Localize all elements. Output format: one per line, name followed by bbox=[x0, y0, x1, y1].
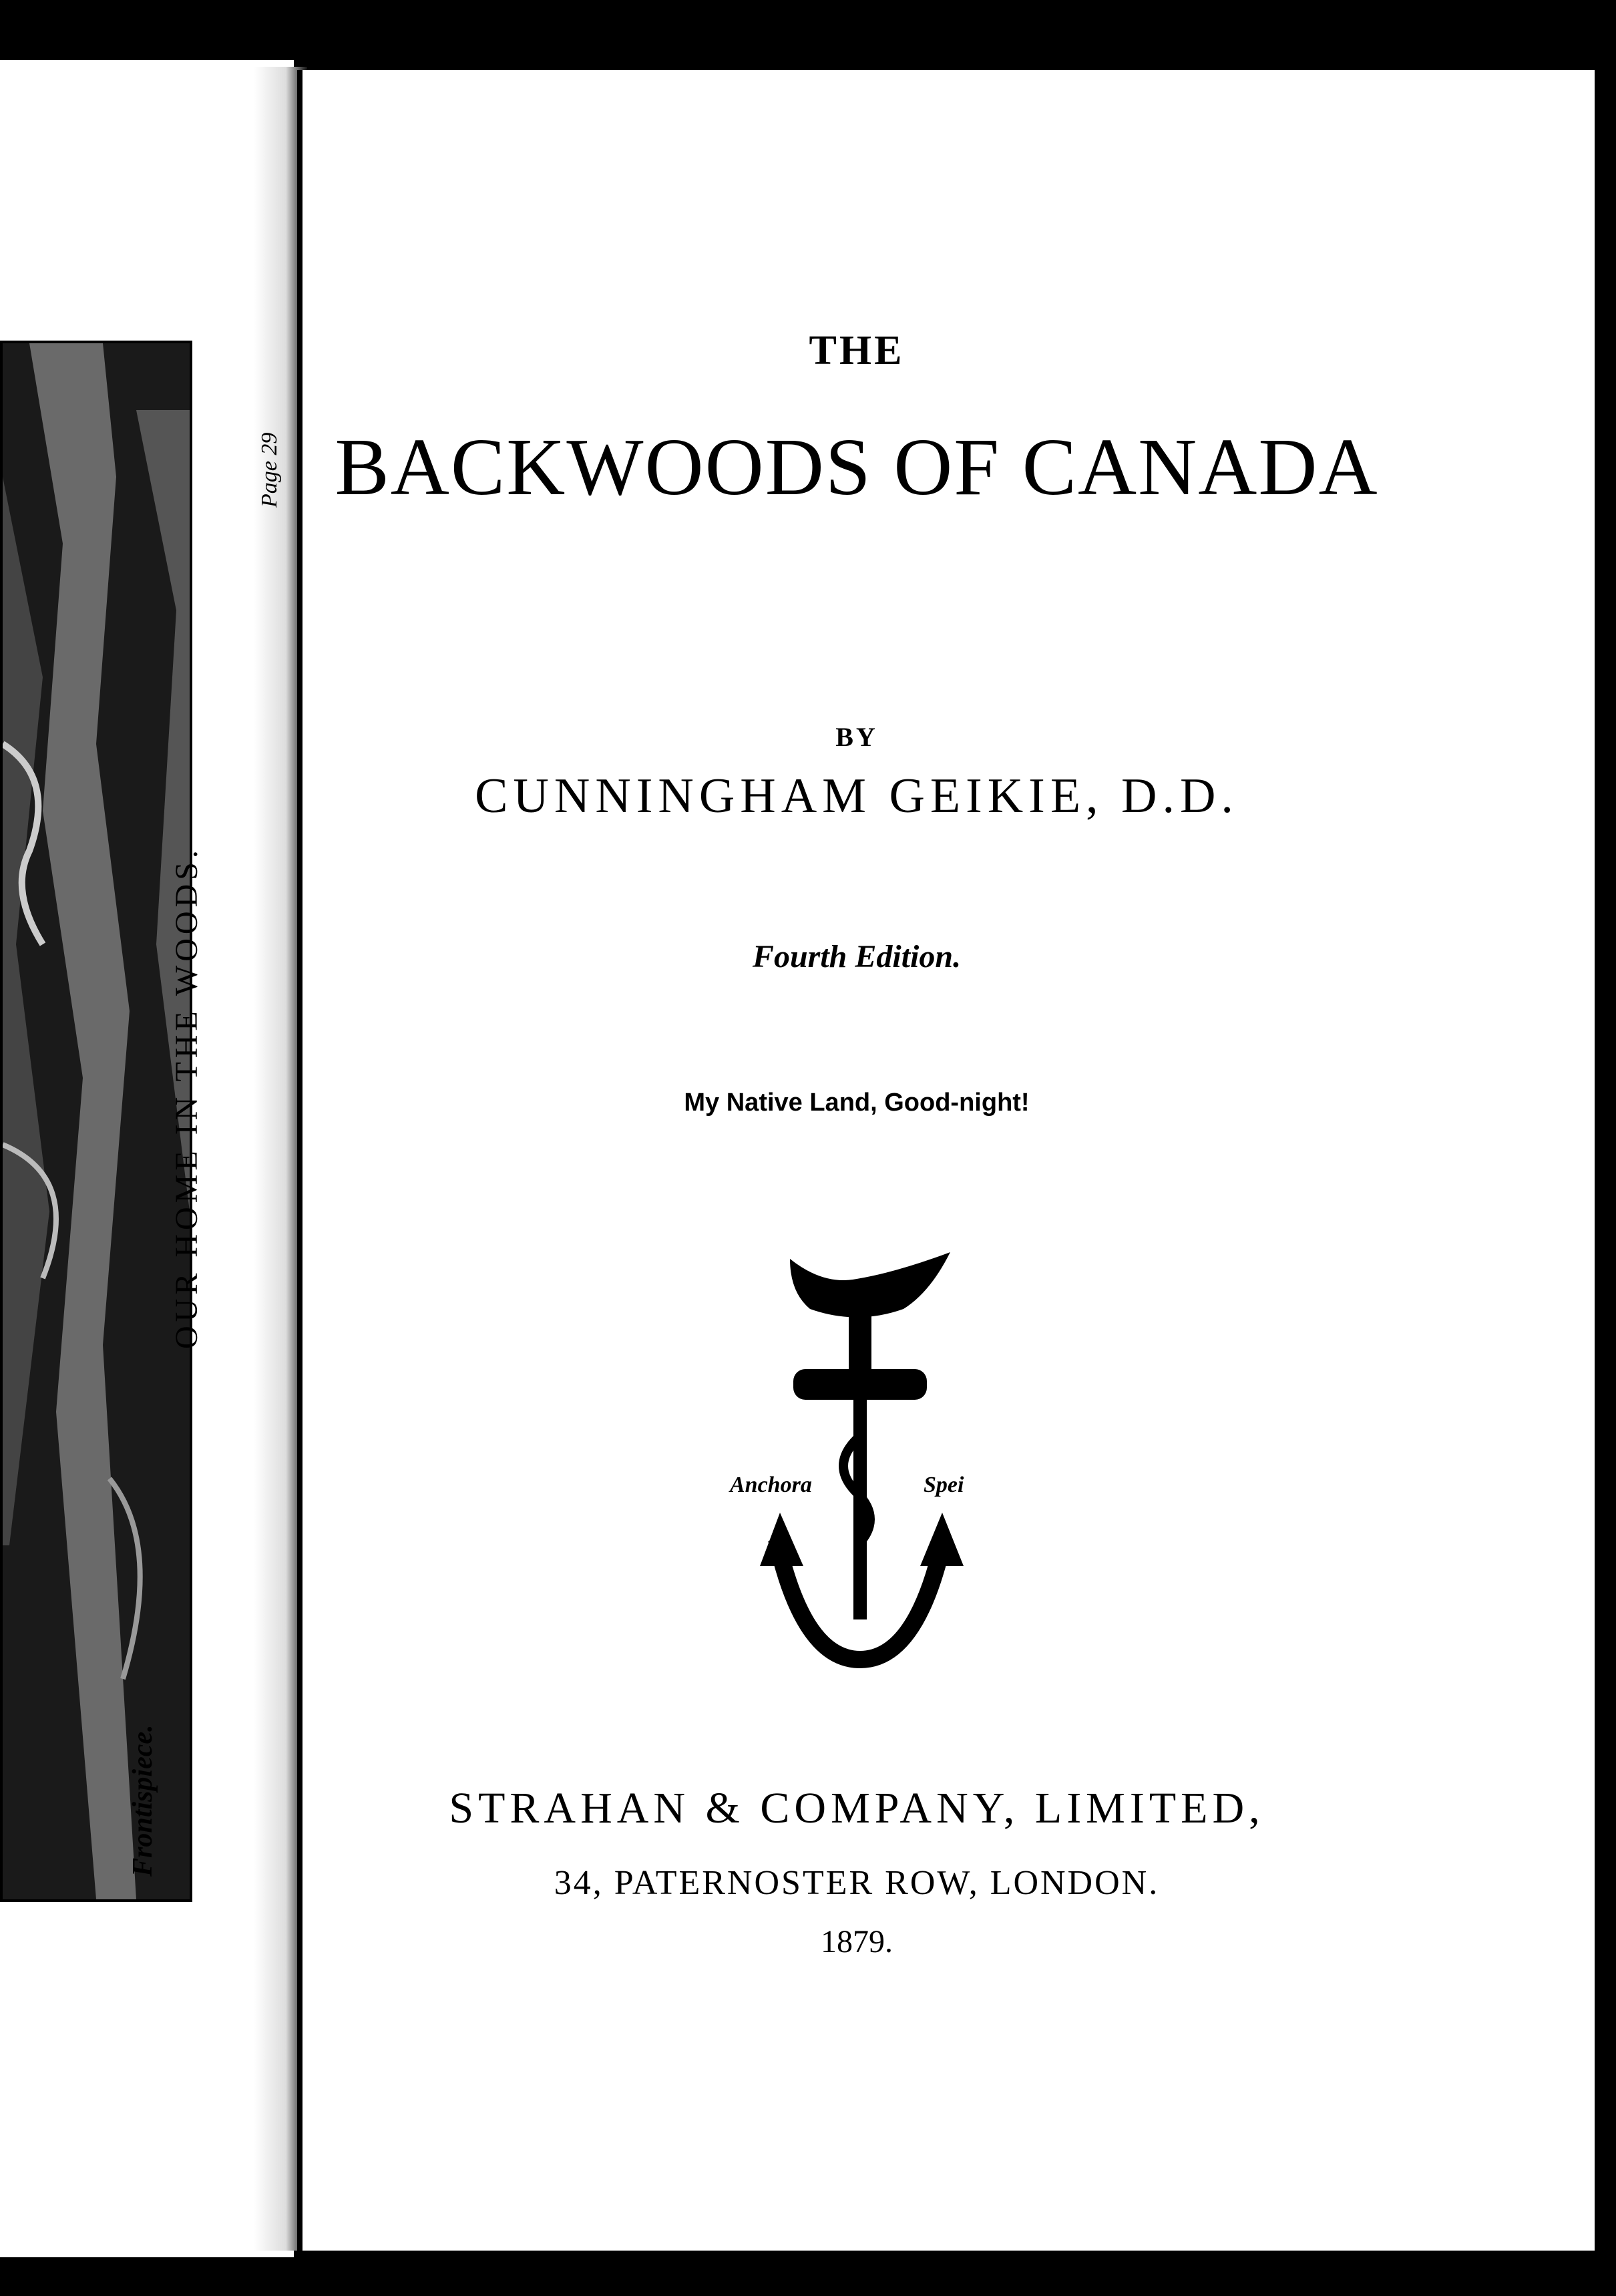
frontispiece-engraving bbox=[0, 341, 192, 1902]
author-name: CUNNINGHAM GEIKIE, D.D. bbox=[475, 769, 1239, 823]
frontispiece-caption: OUR HOME IN THE WOODS. bbox=[169, 846, 204, 1349]
title-article: THE bbox=[809, 328, 905, 373]
publisher-name: STRAHAN & COMPANY, LIMITED, bbox=[449, 1784, 1265, 1833]
page-reference: Page 29 bbox=[257, 432, 282, 508]
publisher-address: 34, PATERNOSTER ROW, LONDON. bbox=[554, 1864, 1160, 1902]
anchor-icon bbox=[730, 1246, 984, 1673]
edition-statement: Fourth Edition. bbox=[752, 939, 962, 974]
title-page bbox=[297, 70, 1595, 2251]
byline: BY bbox=[835, 722, 878, 752]
epigraph: My Native Land, Good-night! bbox=[684, 1089, 1030, 1117]
printers-device-anchor bbox=[730, 1246, 984, 1673]
device-motto-left: Anchora bbox=[730, 1473, 812, 1497]
device-motto-right: Spei bbox=[924, 1473, 964, 1497]
book-title: BACKWOODS OF CANADA bbox=[335, 422, 1379, 512]
publication-year: 1879. bbox=[821, 1924, 893, 1959]
frontispiece-label: Frontispiece. bbox=[128, 1724, 158, 1877]
